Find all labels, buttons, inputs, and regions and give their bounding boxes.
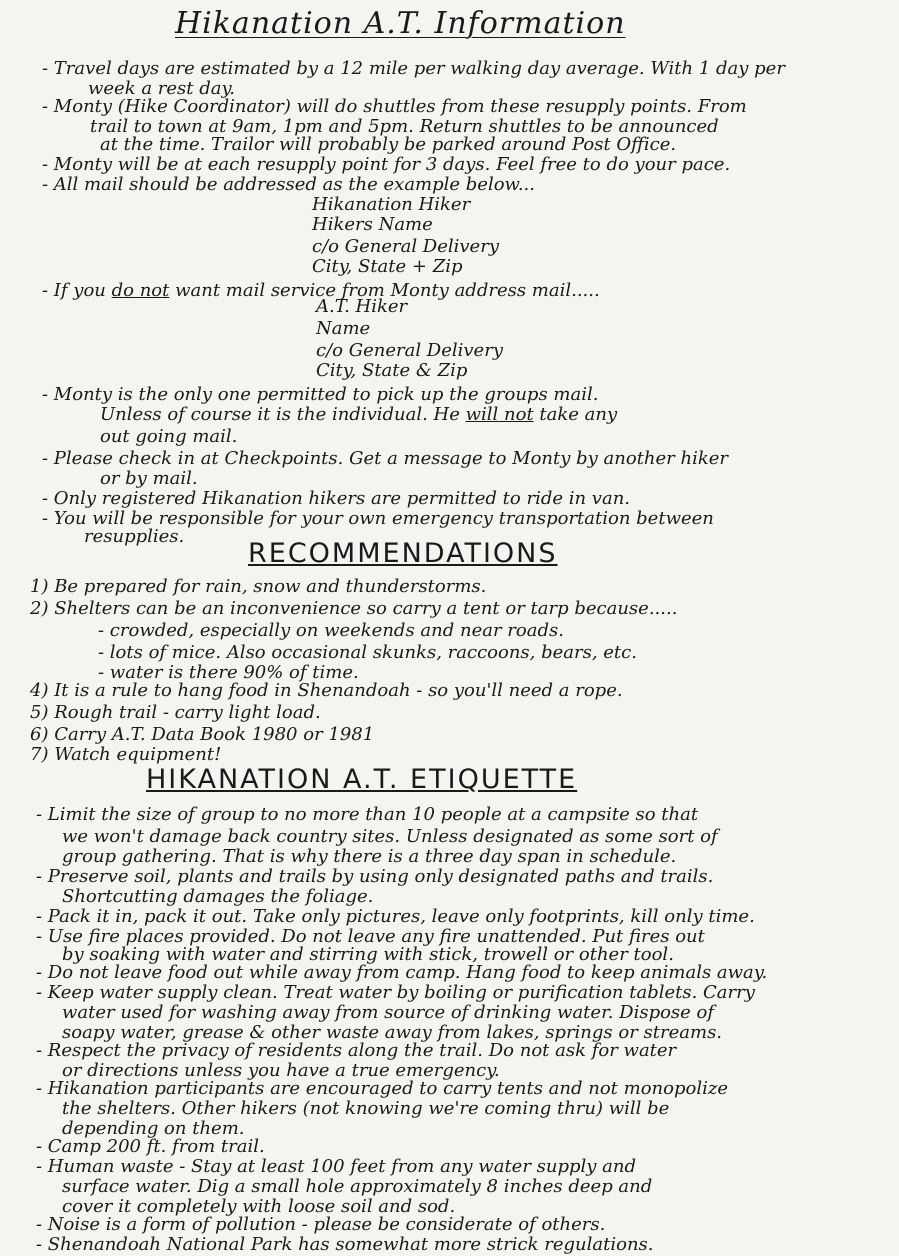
- recommendation-item: 7) Watch equipment!: [30, 744, 222, 765]
- info-line: - Travel days are estimated by a 12 mile per walking day average. With 1 day per: [42, 58, 785, 79]
- emphasis-do-not: do not: [111, 280, 170, 301]
- info-line: at the time. Trailor will probably be parked around Post Office.: [100, 134, 677, 155]
- info-line: or by mail.: [100, 468, 198, 489]
- etiquette-line: water used for washing away from source of drinking water. Dispose of: [62, 1002, 715, 1023]
- info-line: - All mail should be addressed as the example below...: [42, 174, 535, 195]
- no-service-line: - If you do not want mail service from Monty address mail.....: [42, 280, 600, 301]
- etiquette-line: surface water. Dig a small hole approximately 8 inches deep and: [62, 1176, 653, 1197]
- pickup-line: out going mail.: [100, 426, 238, 447]
- etiquette-line: - Respect the privacy of residents along the trail. Do not ask for water: [36, 1040, 677, 1061]
- info-line: - Only registered Hikanation hikers are permitted to ride in van.: [42, 488, 631, 509]
- recommendation-subitem: - lots of mice. Also occasional skunks, raccoons, bears, etc.: [98, 642, 637, 663]
- recommendation-item: 2) Shelters can be an inconvenience so carry a tent or tarp because.....: [30, 598, 678, 619]
- recommendation-item: 6) Carry A.T. Data Book 1980 or 1981: [30, 724, 375, 745]
- etiquette-line: depending on them.: [62, 1118, 245, 1139]
- address-line: City, State + Zip: [312, 256, 463, 277]
- info-line: week a rest day.: [88, 78, 235, 99]
- emphasis-will-not: will not: [465, 404, 534, 425]
- address-line: c/o General Delivery: [316, 340, 503, 361]
- etiquette-line: - Limit the size of group to no more than 10 people at a campsite so that: [36, 804, 699, 825]
- etiquette-heading: HIKANATION A.T. ETIQUETTE: [146, 764, 578, 795]
- recommendation-item: 1) Be prepared for rain, snow and thunderstorms.: [30, 576, 487, 597]
- etiquette-line: soapy water, grease & other waste away from lakes, springs or streams.: [62, 1022, 723, 1043]
- info-line: resupplies.: [84, 526, 185, 547]
- info-line: - Monty (Hike Coordinator) will do shuttles from these resupply points. From: [42, 96, 747, 117]
- etiquette-line: or directions unless you have a true emergency.: [62, 1060, 500, 1081]
- etiquette-line: Shortcutting damages the foliage.: [62, 886, 374, 907]
- etiquette-line: - Keep water supply clean. Treat water by boiling or purification tablets. Carry: [36, 982, 755, 1003]
- info-line: - Monty will be at each resupply point for 3 days. Feel free to do your pace.: [42, 154, 731, 175]
- etiquette-line: by soaking with water and stirring with stick, trowell or other tool.: [62, 944, 674, 965]
- etiquette-line: - Human waste - Stay at least 100 feet from any water supply and: [36, 1156, 637, 1177]
- etiquette-line: - Preserve soil, plants and trails by using only designated paths and trails.: [36, 866, 714, 887]
- recommendation-subitem: - crowded, especially on weekends and near roads.: [98, 620, 564, 641]
- etiquette-line: - Camp 200 ft. from trail.: [36, 1136, 265, 1157]
- page-title: Hikanation A.T. Information: [175, 6, 626, 41]
- etiquette-line: - Noise is a form of pollution - please be considerate of others.: [36, 1214, 606, 1235]
- etiquette-line: we won't damage back country sites. Unless designated as some sort of: [62, 826, 718, 847]
- recommendation-item: 4) It is a rule to hang food in Shenandoah - so you'll need a rope.: [30, 680, 623, 701]
- info-line: - Please check in at Checkpoints. Get a message to Monty by another hiker: [42, 448, 729, 469]
- etiquette-line: - Hikanation participants are encouraged to carry tents and not monopolize: [36, 1078, 728, 1099]
- recommendation-item: 5) Rough trail - carry light load.: [30, 702, 321, 723]
- etiquette-line: group gathering. That is why there is a three day span in schedule.: [62, 846, 677, 867]
- address-line: c/o General Delivery: [312, 236, 499, 257]
- etiquette-line: - Use fire places provided. Do not leave any fire unattended. Put fires out: [36, 926, 705, 947]
- address-line: Hikers Name: [312, 214, 433, 235]
- info-line: - You will be responsible for your own emergency transportation between: [42, 508, 714, 529]
- pickup-line: - Monty is the only one permitted to pick up the groups mail.: [42, 384, 599, 405]
- address-line: Hikanation Hiker: [312, 194, 471, 215]
- address-line: City, State & Zip: [316, 360, 468, 381]
- info-line: trail to town at 9am, 1pm and 5pm. Return shuttles to be announced: [90, 116, 719, 137]
- etiquette-line: - Pack it in, pack it out. Take only pictures, leave only footprints, kill only time.: [36, 906, 755, 927]
- address-line: A.T. Hiker: [316, 296, 408, 317]
- address-line: Name: [316, 318, 371, 339]
- etiquette-line: cover it completely with loose soil and sod.: [62, 1196, 456, 1217]
- etiquette-line: the shelters. Other hikers (not knowing we're coming thru) will be: [62, 1098, 670, 1119]
- pickup-line: Unless of course it is the individual. He will not take any: [100, 404, 618, 425]
- etiquette-line: - Shenandoah National Park has somewhat more strick regulations.: [36, 1234, 654, 1255]
- etiquette-line: - Do not leave food out while away from camp. Hang food to keep animals away.: [36, 962, 768, 983]
- recommendation-subitem: - water is there 90% of time.: [98, 662, 359, 683]
- recommendations-heading: RECOMMENDATIONS: [248, 538, 558, 569]
